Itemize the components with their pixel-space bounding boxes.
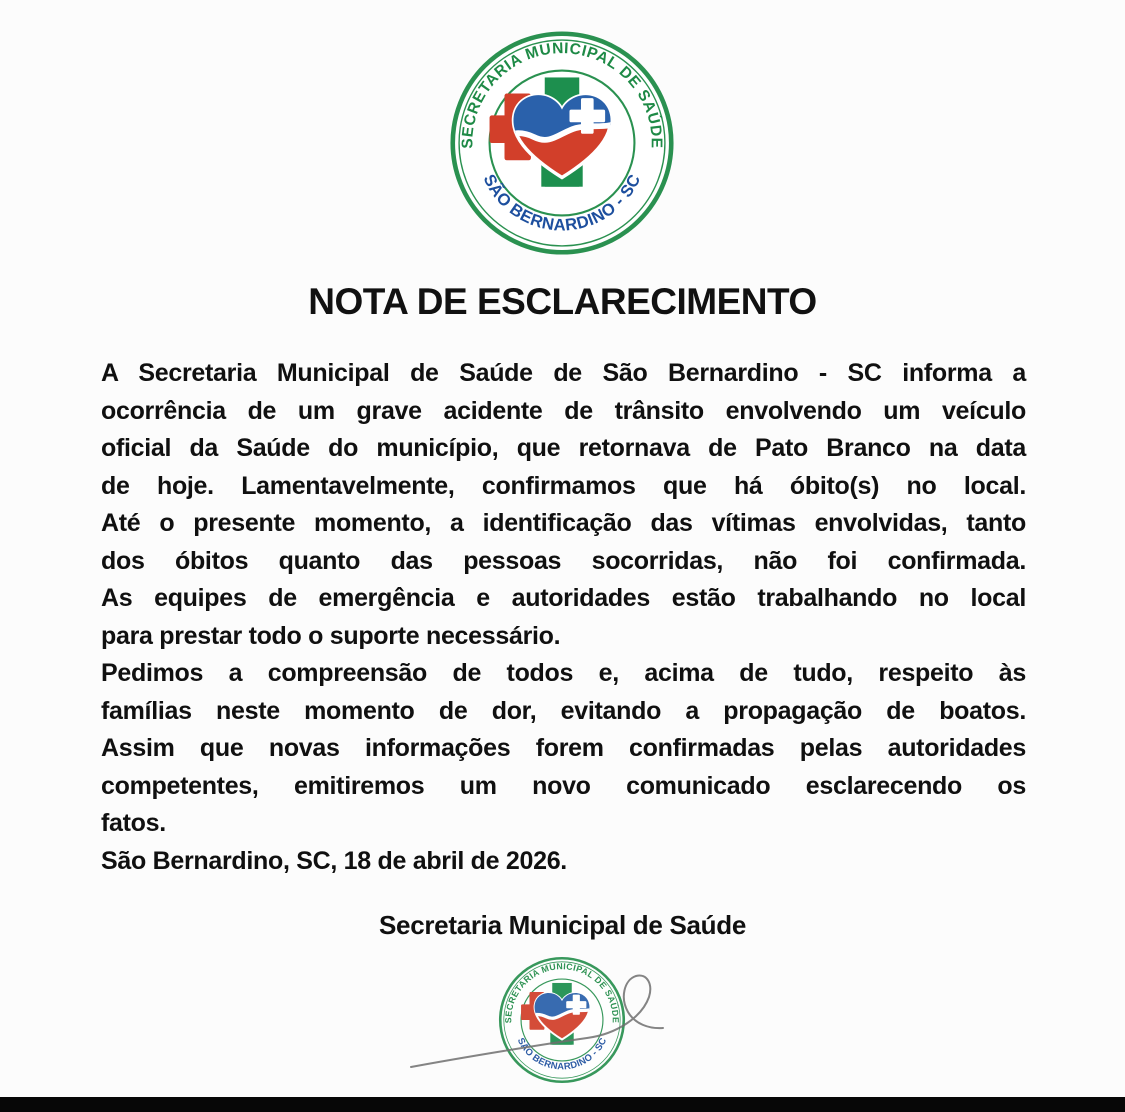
body-line: A Secretaria Municipal de Saúde de São Bernardino - SC informa a bbox=[101, 359, 1026, 387]
body-line: ocorrência de um grave acidente de trânsito envolvendo um veículo bbox=[101, 396, 1026, 425]
body-text bbox=[101, 355, 1026, 880]
body-line: Até o presente momento, a identificação das vítimas envolvidas, tanto bbox=[101, 509, 1026, 537]
body-line: fatos. bbox=[101, 809, 166, 837]
body-line: de hoje. Lamentavelmente, confirmamos que há óbito(s) no local. bbox=[101, 471, 1026, 500]
body-line: para prestar todo o suporte necessário. bbox=[101, 621, 561, 650]
body-line: competentes, emitiremos um novo comunicado esclarecendo os bbox=[101, 771, 1026, 800]
body-line: São Bernardino, SC, 18 de abril de 2026. bbox=[101, 846, 567, 875]
stamp-seal-logo bbox=[497, 955, 627, 1085]
body-line: dos óbitos quanto das pessoas socorridas, não foi confirmada. bbox=[101, 546, 1026, 575]
body-line: As equipes de emergência e autoridades estão trabalhando no local bbox=[101, 584, 1026, 612]
health-department-seal-logo bbox=[447, 28, 677, 258]
page-title: NOTA DE ESCLARECIMENTO bbox=[308, 281, 817, 322]
signoff-text: Secretaria Municipal de Saúde bbox=[379, 910, 746, 940]
body-line: famílias neste momento de dor, evitando a propagação de boatos. bbox=[101, 696, 1026, 725]
body-line: oficial da Saúde do município, que retornava de Pato Branco na data bbox=[101, 434, 1026, 462]
body-line: Pedimos a compreensão de todos e, acima de tudo, respeito às bbox=[101, 659, 1026, 687]
body-line: Assim que novas informações forem confirmadas pelas autoridades bbox=[101, 734, 1026, 762]
bottom-letterbox-bar bbox=[0, 1097, 1125, 1112]
